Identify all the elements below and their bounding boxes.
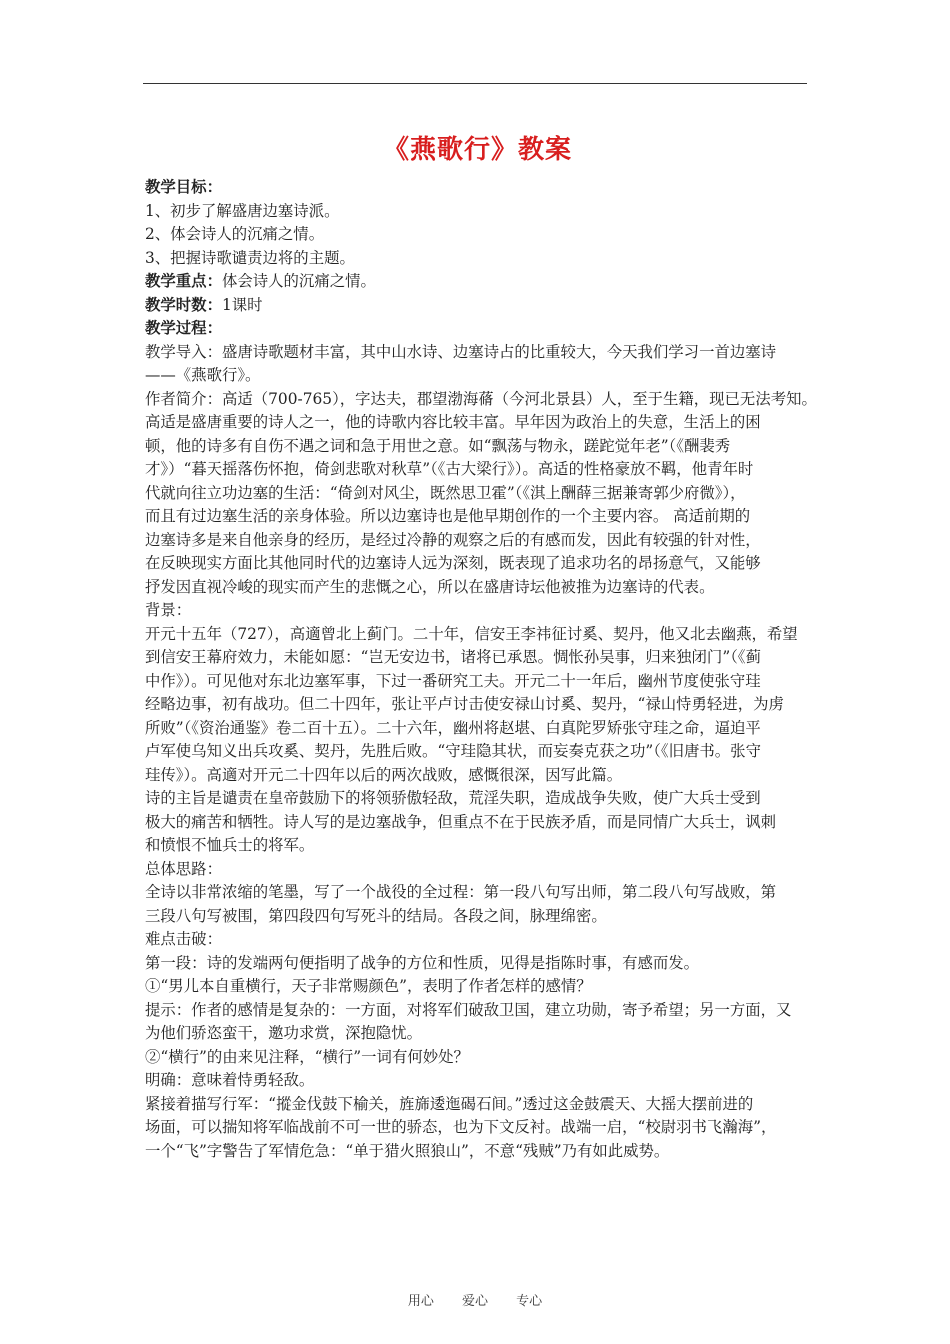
body-line: 三段八句写被围，第四段四句写死斗的结局。各段之间，脉理绵密。 bbox=[145, 906, 607, 925]
body-line: 珪传》）。高適对开元二十四年以后的两次战败，感慨很深，因写此篇。 bbox=[145, 765, 623, 784]
document-body bbox=[145, 132, 817, 1163]
body-line: ——《燕歌行》。 bbox=[145, 366, 261, 384]
body-line: 作者简介：高适（700-765），字达夫，郡望渤海蓨（今河北景县）人，至于生籍，现已无法考知。 bbox=[145, 389, 817, 408]
body-line: ②“横行”的由来见注释，“横行”一词有何妙处？ bbox=[145, 1047, 469, 1066]
body-line: 明确：意味着恃勇轻敌。 bbox=[145, 1071, 315, 1089]
key-point-text: 体会诗人的沉痛之情。 bbox=[221, 272, 376, 290]
footer-item: 爱心 bbox=[461, 1294, 488, 1309]
body-line: 在反映现实方面比其他同时代的边塞诗人远为深刻，既表现了追求功名的昂扬意气，又能够 bbox=[145, 554, 761, 572]
key-point-line bbox=[145, 270, 810, 294]
body-line: 教学导入：盛唐诗歌题材丰富，其中山水诗、边塞诗占的比重较大，今天我们学习一首边塞诗 bbox=[145, 342, 777, 361]
body-line: 而且有过边塞生活的亲身体验。所以边塞诗也是他早期创作的一个主要内容。 高适前期的 bbox=[145, 507, 751, 525]
body-line: 紧接着描写行军：“摐金伐鼓下榆关，旌旆逶迤碣石间。”透过这金鼓震天、大摇大摆前进的 bbox=[145, 1094, 754, 1113]
body-text bbox=[145, 341, 817, 1164]
key-point-label: 教学重点： bbox=[145, 272, 222, 290]
body-line: 总体思路： bbox=[145, 859, 222, 878]
body-line: 卢军使乌知义出兵攻奚、契丹，先胜后败。“守珪隐其状，而妄奏克获之功”（《旧唐书。张守 bbox=[145, 742, 761, 760]
header-rule bbox=[143, 83, 807, 84]
body-line: 顿，他的诗多有自伤不遇之词和急于用世之意。如“飘荡与物永，蹉跎觉年老”（《酬裴秀 bbox=[145, 436, 731, 455]
body-line: 开元十五年（727），高適曾北上蓟门。二十年，信安王李祎征讨奚、契丹，他又北去幽燕，希望 bbox=[145, 624, 798, 643]
hours-text: 1课时 bbox=[221, 295, 263, 314]
process-heading: 教学过程： bbox=[145, 319, 222, 337]
body-line: 高适是盛唐重要的诗人之一，他的诗歌内容比较丰富。早年因为政治上的失意，生活上的困 bbox=[145, 413, 761, 431]
body-line: 才》）“暮天摇落伤怀抱，倚剑悲歌对秋草”（《古大梁行》）。高适的性格豪放不羁，他青年时 bbox=[145, 460, 754, 478]
body-line: 边塞诗多是来自他亲身的经历，是经过冷静的观察之后的有感而发，因此有较强的针对性， bbox=[145, 530, 761, 549]
footer-item: 专心 bbox=[516, 1294, 543, 1309]
document-title: 《燕歌行》教案 bbox=[382, 135, 572, 165]
hours-label: 教学时数： bbox=[145, 295, 222, 314]
page-footer bbox=[0, 1290, 950, 1309]
objective-item: 1、初步了解盛唐边塞诗派。 bbox=[145, 201, 340, 220]
body-line: 中作》）。可见他对东北边塞军事，下过一番研究工夫。开元二十一年后，幽州节度使张守珪 bbox=[145, 671, 761, 690]
body-line: 所败”（《资治通鉴》卷二百十五）。二十六年，幽州将赵堪、白真陀罗矫张守珪之命，逼迫平 bbox=[145, 718, 761, 737]
objective-item: 3、把握诗歌谴责边将的主题。 bbox=[145, 248, 355, 267]
body-line: 经略边事，初有战功。但二十四年，张让平卢讨击使安禄山讨奚、契丹，“禄山恃勇轻进，为虏 bbox=[145, 695, 784, 713]
body-line: 全诗以非常浓缩的笔墨，写了一个战役的全过程：第一段八句写出师，第二段八句写战败，第 bbox=[145, 883, 777, 901]
body-line: 提示：作者的感情是复杂的：一方面，对将军们破敌卫国，建立功勋，寄予希望；另一方面，又 bbox=[145, 1000, 792, 1019]
body-line: 代就向往立功边塞的生活：“倚剑对风尘，既然思卫霍”（《淇上酬薛三据兼寄郭少府微》）， bbox=[145, 483, 746, 502]
body-line: 一个“飞”字警告了军情危急：“单于猎火照狼山”，不意“残贼”乃有如此威势。 bbox=[145, 1141, 670, 1160]
body-line: 抒发因直视冷峻的现实而产生的悲慨之心，所以在盛唐诗坛他被推为边塞诗的代表。 bbox=[145, 577, 715, 596]
hours-line bbox=[145, 294, 810, 318]
objectives-heading: 教学目标： bbox=[145, 178, 222, 196]
body-line: 第一段：诗的发端两句便指明了战争的方位和性质，见得是指陈时事，有感而发。 bbox=[145, 953, 700, 972]
footer-item: 用心 bbox=[407, 1294, 434, 1309]
body-line: 和愤恨不恤兵士的将军。 bbox=[145, 836, 315, 854]
body-line: 背景： bbox=[145, 601, 192, 619]
body-line: 场面，可以揣知将军临战前不可一世的骄态，也为下文反衬。战端一启，“校尉羽书飞瀚海”， bbox=[145, 1118, 777, 1136]
body-line: 极大的痛苦和牺牲。诗人写的是边塞战争，但重点不在于民族矛盾，而是同情广大兵士，讽刺 bbox=[145, 812, 777, 831]
body-line: ①“男儿本自重横行，天子非常赐颜色”，表明了作者怎样的感情？ bbox=[145, 977, 592, 995]
body-line: 难点击破： bbox=[145, 930, 222, 948]
objective-item: 2、体会诗人的沉痛之情。 bbox=[145, 225, 325, 243]
body-line: 为他们骄恣蛮干，邀功求赏，深抱隐忧。 bbox=[145, 1024, 423, 1042]
body-line: 到信安王幕府效力，未能如愿：“岂无安边书，诸将已承恩。惆怅孙吴事，归来独闭门”（《蓟 bbox=[145, 648, 761, 666]
body-line: 诗的主旨是谴责在皇帝鼓励下的将领骄傲轻敌，荒淫失职，造成战争失败，使广大兵士受到 bbox=[145, 789, 761, 807]
